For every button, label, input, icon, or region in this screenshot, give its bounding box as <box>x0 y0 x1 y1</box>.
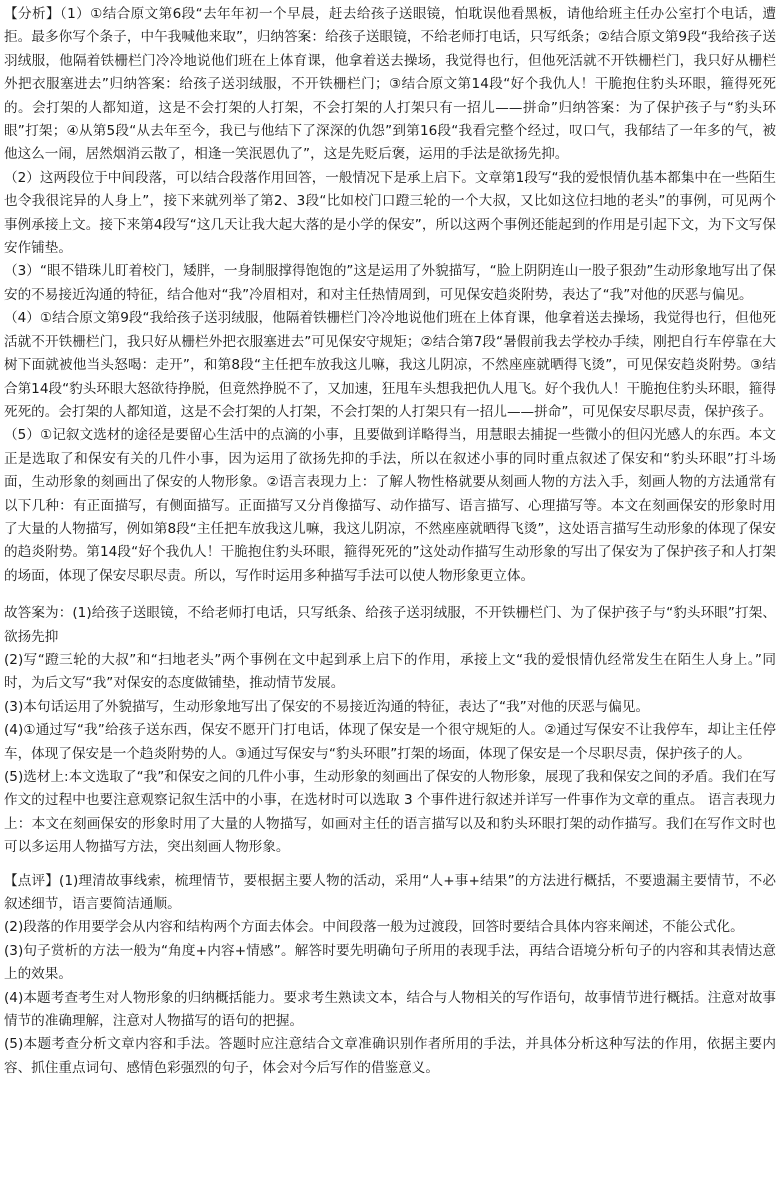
analysis-paragraph-2: （2）这两段位于中间段落，可以结合段落作用回答，一般情况下是承上启下。文章第1段写“我的爱恨情仇基本都集中在一些陌生也令我很诧异的人身上”，接下来就列举了第2、3段“比如校门口蹬三轮的一个大叔，又比如这位扫地的老头”的事例，可见两个事例承接上文。接下来第4段写“这几天让我大起大落的是小学的保安”，所以这两个事例还能起到的作用是引起下文，为下文写保安作铺垫。 <box>4 169 776 257</box>
analysis-section <box>4 3 776 588</box>
comment-paragraph-1: 【点评】(1)理清故事线索，梳理情节，要根据主要人物的活动，采用“人+事+结果”的方法进行概括，不要遗漏主要情节，不必叙述细节，语言要简洁通顺。 <box>4 872 776 913</box>
comment-paragraph-4: (4)本题考查考生对人物形象的归纳概括能力。要求考生熟读文本，结合与人物相关的写作语句，故事情节进行概括。注意对故事情节的准确理解，注意对人物描写的语句的把握。 <box>4 989 776 1030</box>
answer-paragraph-1: 故答案为：(1)给孩子送眼镜，不给老师打电话，只写纸条、给孩子送羽绒服，不开铁栅栏门、为了保护孩子与“豹头环眼”打架、欲扬先抑 <box>4 605 776 645</box>
answer-section <box>4 602 776 859</box>
analysis-paragraph-3: （3）“眼不错珠儿盯着校门，矮胖，一身制服撑得饱饱的”这是运用了外貌描写，“脸上阴阴连山一股子狠劲”生动形象地写出了保安的不易接近沟通的特征，结合他对“我”冷眉相对，和对主任热情周到，可见保安趋炎附势，表达了“我”对他的厌恶与偏见。 <box>4 263 776 303</box>
answer-paragraph-5: (5)选材上:本文选取了“我”和保安之间的几件小事，生动形象的刻画出了保安的人物形象，展现了我和保安之间的矛盾。我们在写作文的过程中也要注意观察记叙生活中的小事，在选材时可以选取 3 个事件进行叙述并详写一件事作为文章的重点。 语言表现力上：本文在刻画保安的形象时用了大量的人物描写，如画对主任的语言描写以及和豹头环眼打架的动作描写。我们在写作文时也可以多运用人物描写方法，突出刻画人物形象。 <box>4 769 776 856</box>
comment-paragraph-3: (3)句子赏析的方法一般为“角度+内容+情感”。解答时要先明确句子所用的表现手法，再结合语境分析句子的内容和其表情达意上的效果。 <box>4 942 776 983</box>
section-spacer <box>4 588 776 602</box>
answer-paragraph-4: (4)①通过写“我”给孩子送东西，保安不愿开门打电话，体现了保安是一个很守规矩的人。②通过写保安不让我停车，却让主任停车，体现了保安是一个趋炎附势的人。③通过写保安与“豹头环眼”打架的场面，体现了保安是一个尽职尽责，保护孩子的人。 <box>4 722 776 762</box>
analysis-paragraph-1: 【分析】（1）①结合原文第6段“去年年初一个早晨，赶去给孩子送眼镜，怕耽误他看黑板，请他给班主任办公室打个电话，遭拒。最多你写个条子，中午我喊他来取”，归纳答案：给孩子送眼镜，不给老师打电话，只写纸条；②结合原文第9段“我给孩子送羽绒服，他隔着铁栅栏门冷冷地说他们班在上体育课，他拿着送去操场，我觉得也行，但他死活就不开铁栅栏门，我只好从栅栏外把衣服塞进去”归纳答案：给孩子送羽绒服，不开铁栅栏门；③结合原文第14段“好个我仇人！干脆抱住豹头环眼，箍得死死的。会打架的人都知道，这是不会打架的人打架，不会打架的人打架只有一招儿——拼命”归纳答案：为了保护孩子与“豹头环眼”打架；④从第5段“从去年至今，我已与他结下了深深的仇怨”到第16段“我看完整个经过，叹口气，我郁结了一年多的气，被他这么一闹，居然烟消云散了，相逢一笑泯恩仇了”，这是先贬后褒，运用的手法是欲扬先抑。 <box>4 6 776 163</box>
comment-section <box>4 870 776 1081</box>
answer-paragraph-3: (3)本句话运用了外貌描写，生动形象地写出了保安的不易接近沟通的特征，表达了“我”对他的厌恶与偏见。 <box>4 698 650 715</box>
section-spacer <box>4 860 776 870</box>
analysis-paragraph-5: （5）①记叙文选材的途径是要留心生活中的点滴的小事，且要做到详略得当，用慧眼去捕捉一些微小的但闪光感人的东西。本文正是选取了和保安有关的几件小事，因为运用了欲扬先抑的手法，所以在叙述小事的同时重点叙述了保安和“豹头环眼”打斗场面，生动形象的刻画出了保安的人物形象。②语言表现力上：了解人物性格就要从刻画人物的方法入手，刻画人物的方法通常有以下几种：有正面描写，有侧面描写。正面描写又分肖像描写、动作描写、语言描写、心理描写等。本文在刻画保安的形象时用了大量的人物描写，例如第8段“主任把车放我这儿嘛，我这儿阴凉，不然座座就晒得飞烫”，这处语言描写生动形象的体现了保安的趋炎附势。第14段“好个我仇人！干脆抱住豹头环眼，箍得死死的”这处动作描写生动形象的写出了保安为了保护孩子和人打架的场面，体现了保安尽职尽责。所以，写作时运用多种描写手法可以使人物形象更立体。 <box>4 427 776 584</box>
analysis-paragraph-4: （4）①结合原文第9段“我给孩子送羽绒服，他隔着铁栅栏门冷冷地说他们班在上体育课，他拿着送去操场，我觉得也行，但他死活就不开铁栅栏门，我只好从栅栏外把衣服塞进去”可见保安守规矩；②结合第7段“暑假前我去学校办手续，刚把自行车停靠在大树下面就被他当头怒喝：走开”，和第8段“主任把车放我这儿嘛，我这儿阴凉，不然座座就晒得飞烫”，可见保安趋炎附势。③结合第14段“豹头环眼大怒欲待挣脱，但竟然挣脱不了，又加速，狂甩车头想我把仇人甩飞。好个我仇人！干脆抱住豹头环眼，箍得死死的。会打架的人都知道，这是不会打架的人打架，不会打架的人打架只有一招儿——拼命”，可见保安尽职尽责，保护孩子。 <box>4 310 776 420</box>
comment-paragraph-5: (5)本题考查分析文章内容和手法。答题时应注意结合文章准确识别作者所用的手法，并具体分析这种写法的作用，依据主要内容、抓住重点词句、感情色彩强烈的句子，体会对今后写作的借鉴意义。 <box>4 1036 776 1076</box>
comment-paragraph-2: (2)段落的作用要学会从内容和结构两个方面去体会。中间段落一般为过渡段，回答时要结合具体内容来阐述，不能公式化。 <box>4 919 744 936</box>
answer-paragraph-2: (2)写“蹬三轮的大叔”和“扫地老头”两个事例在文中起到承上启下的作用，承接上文“我的爱恨情仇经常发生在陌生人身上。”同时，为后文写“我”对保安的态度做铺垫，推动情节发展。 <box>4 651 776 692</box>
